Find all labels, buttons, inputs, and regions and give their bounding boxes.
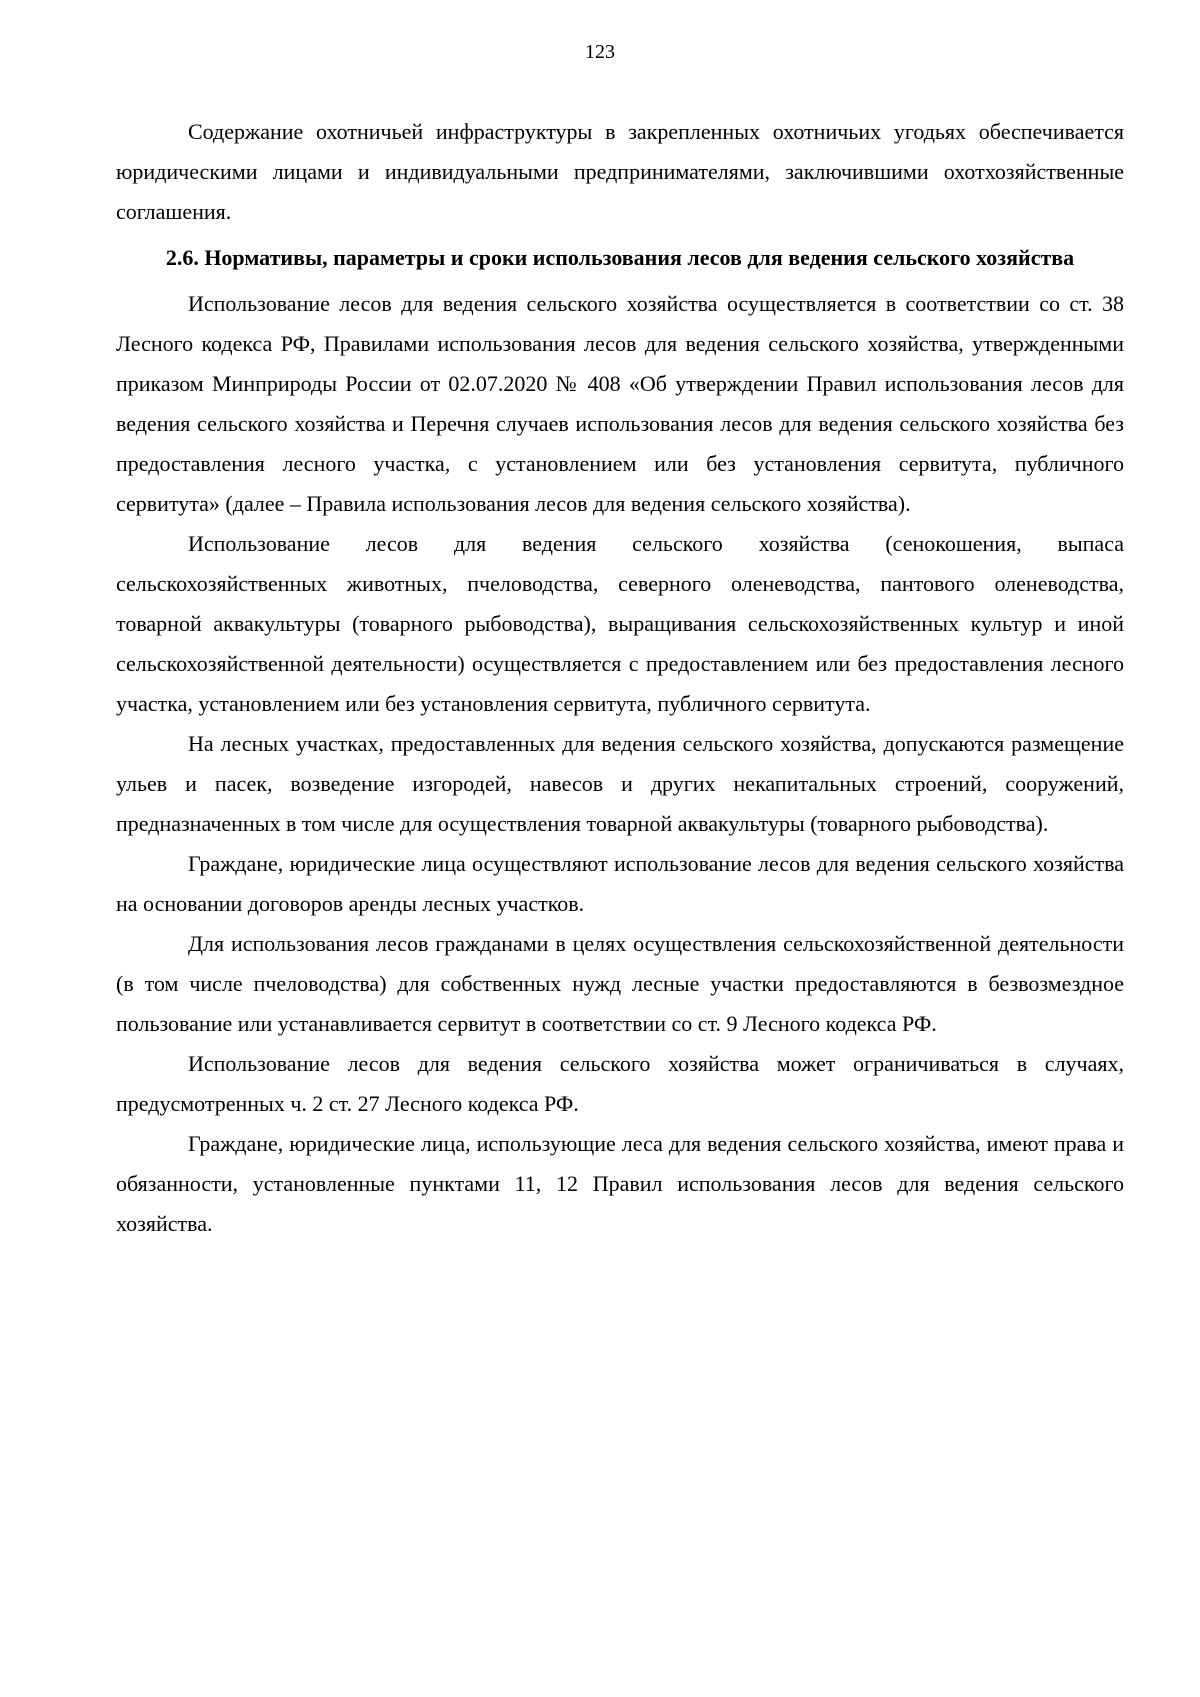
paragraph: Использование лесов для ведения сельского хозяйства осуществляется в соответствии со ст. 38 Лесного кодекса РФ, Правилами использования лесов для ведения сельского хозяйства, утвержденными приказом Минприроды России от 02.07.2020 № 408 «Об утверждении Правил использования лесов для ведения сельского хозяйства и Перечня случаев использования лесов для ведения сельского хозяйства без предоставления лесного участка, с установлением или без установления сервитута, публичного сервитута» (далее – Правила использования лесов для ведения сельского хозяйства). bbox=[116, 291, 1124, 516]
page-number: 123 bbox=[585, 41, 615, 63]
paragraph: Использование лесов для ведения сельского хозяйства (сенокошения, выпаса сельскохозяйственных животных, пчеловодства, северного оленеводства, пантового оленеводства, товарной аквакультуры (товарного рыбоводства), выращивания сельскохозяйственных культур и иной сельскохозяйственной деятельности) осуществляется с предоставлением или без предоставления лесного участка, установлением или без установления сервитута, публичного сервитута. bbox=[116, 531, 1124, 716]
paragraph: На лесных участках, предоставленных для ведения сельского хозяйства, допускаются размещение ульев и пасек, возведение изгородей, навесов и других некапитальных строений, сооружений, предназначенных в том числе для осуществления товарной аквакультуры (товарного рыбоводства). bbox=[116, 731, 1124, 836]
paragraph: Содержание охотничьей инфраструктуры в закрепленных охотничьих угодьях обеспечивается юридическими лицами и индивидуальными предпринимателями, заключившими охотхозяйственные соглашения. bbox=[116, 119, 1124, 224]
paragraph: Граждане, юридические лица осуществляют использование лесов для ведения сельского хозяйства на основании договоров аренды лесных участков. bbox=[116, 851, 1124, 916]
section-heading: 2.6. Нормативы, параметры и сроки использования лесов для ведения сельского хозяйства bbox=[165, 245, 1075, 270]
paragraph: Граждане, юридические лица, использующие леса для ведения сельского хозяйства, имеют права и обязанности, установленные пунктами 11, 12 Правил использования лесов для ведения сельского хозяйства. bbox=[116, 1131, 1124, 1236]
paragraph: Для использования лесов гражданами в целях осуществления сельскохозяйственной деятельности (в том числе пчеловодства) для собственных нужд лесные участки предоставляются в безвозмездное пользование или устанавливается сервитут в соответствии со ст. 9 Лесного кодекса РФ. bbox=[116, 931, 1124, 1036]
paragraph: Использование лесов для ведения сельского хозяйства может ограничиваться в случаях, предусмотренных ч. 2 ст. 27 Лесного кодекса РФ. bbox=[116, 1051, 1124, 1116]
page-content bbox=[116, 112, 1124, 1244]
